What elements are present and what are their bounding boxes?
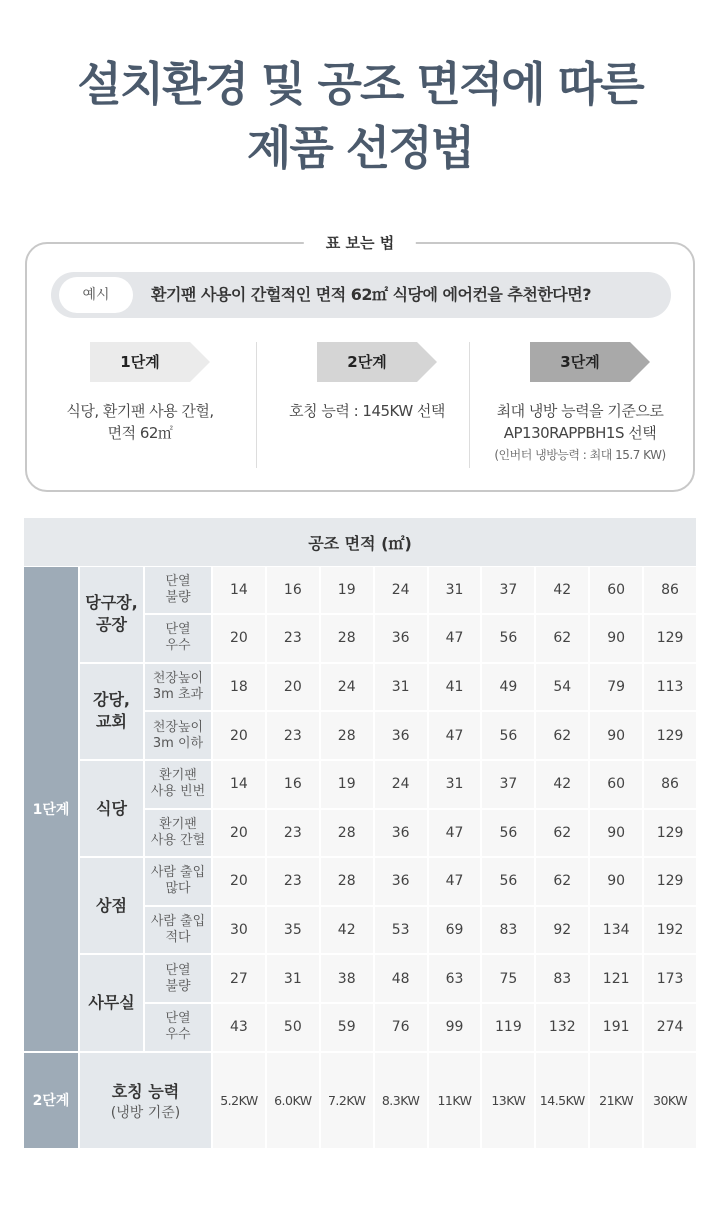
area-cell: 69 [429,907,481,954]
area-cell: 47 [429,615,481,662]
area-cell: 129 [644,712,696,759]
condition-label: 단열 우수 [145,1004,211,1051]
example-question: 환기팬 사용이 간헐적인 면적 62㎡ 식당에 에어컨을 추천한다면? [151,285,591,304]
area-cell: 134 [590,907,642,954]
condition-label: 단열 불량 [145,955,211,1002]
condition-label: 단열 불량 [145,567,211,614]
step-2 [262,342,472,422]
step-description [475,400,685,466]
area-cell: 36 [375,810,427,857]
area-cell: 27 [213,955,265,1002]
area-cell: 121 [590,955,642,1002]
area-cell: 35 [267,907,319,954]
example-label: 예시 [59,277,133,313]
area-cell: 36 [375,712,427,759]
area-cell: 56 [482,712,534,759]
area-cell: 37 [482,761,534,808]
area-cell: 14 [213,761,265,808]
area-cell: 16 [267,567,319,614]
condition-label: 천장높이 3m 초과 [145,664,211,711]
area-cell: 42 [321,907,373,954]
capacity-cell: 6.0KW [267,1053,319,1148]
area-cell: 49 [482,664,534,711]
area-cell: 50 [267,1004,319,1051]
step-label: 3단계 [530,342,630,382]
area-cell: 129 [644,810,696,857]
capacity-cell: 8.3KW [375,1053,427,1148]
step-line: 최대 냉방 능력을 기준으로 [496,402,664,420]
step-description [35,400,245,444]
category-label: 당구장, 공장 [80,567,143,662]
area-cell: 19 [321,567,373,614]
area-cell: 47 [429,858,481,905]
area-cell: 90 [590,615,642,662]
area-cell: 274 [644,1004,696,1051]
area-cell: 19 [321,761,373,808]
area-cell: 99 [429,1004,481,1051]
area-cell: 16 [267,761,319,808]
area-cell: 192 [644,907,696,954]
stage-2-label: 2단계 [24,1053,78,1148]
area-cell: 28 [321,712,373,759]
category-label: 사무실 [80,955,143,1050]
area-cell: 86 [644,761,696,808]
area-cell: 23 [267,615,319,662]
example-bar [51,272,671,318]
area-cell: 90 [590,810,642,857]
area-cell: 86 [644,567,696,614]
area-cell: 90 [590,712,642,759]
divider [256,342,257,468]
area-cell: 129 [644,615,696,662]
step-label: 2단계 [317,342,417,382]
step-line: 면적 62㎡ [107,424,173,442]
capacity-cell: 30KW [644,1053,696,1148]
page-title [0,52,720,180]
table-guide-box [25,234,695,492]
area-cell: 53 [375,907,427,954]
step-line: 호칭 능력 : 145KW 선택 [289,402,445,420]
area-cell: 119 [482,1004,534,1051]
category-label: 식당 [80,761,143,856]
capacity-subtitle: (냉방 기준) [110,1104,181,1121]
area-cell: 20 [213,615,265,662]
area-cell: 62 [536,615,588,662]
area-cell: 31 [267,955,319,1002]
condition-label: 단열 우수 [145,615,211,662]
area-cell: 56 [482,810,534,857]
area-cell: 28 [321,858,373,905]
guide-title: 표 보는 법 [304,232,416,253]
area-cell: 47 [429,712,481,759]
selection-table [24,518,696,1148]
area-cell: 42 [536,567,588,614]
area-cell: 14 [213,567,265,614]
capacity-label [80,1053,211,1148]
condition-label: 사람 출입 많다 [145,858,211,905]
area-cell: 36 [375,615,427,662]
area-cell: 23 [267,712,319,759]
area-cell: 129 [644,858,696,905]
area-cell: 90 [590,858,642,905]
area-cell: 20 [213,712,265,759]
area-cell: 54 [536,664,588,711]
capacity-cell: 5.2KW [213,1053,265,1148]
step-note: (인버터 냉방능력 : 최대 15.7 KW) [494,448,666,462]
area-cell: 47 [429,810,481,857]
capacity-cell: 21KW [590,1053,642,1148]
area-cell: 75 [482,955,534,1002]
area-cell: 24 [321,664,373,711]
area-cell: 62 [536,858,588,905]
area-cell: 23 [267,810,319,857]
condition-label: 환기팬 사용 간헐 [145,810,211,857]
area-cell: 48 [375,955,427,1002]
capacity-cell: 7.2KW [321,1053,373,1148]
area-cell: 76 [375,1004,427,1051]
step-1 [35,342,245,444]
area-cell: 24 [375,567,427,614]
condition-label: 사람 출입 적다 [145,907,211,954]
area-cell: 41 [429,664,481,711]
area-cell: 20 [213,858,265,905]
area-cell: 62 [536,712,588,759]
area-cell: 56 [482,615,534,662]
area-cell: 20 [267,664,319,711]
area-cell: 42 [536,761,588,808]
area-cell: 36 [375,858,427,905]
step-label: 1단계 [90,342,190,382]
area-cell: 28 [321,615,373,662]
capacity-cell: 13KW [482,1053,534,1148]
condition-label: 환기팬 사용 빈번 [145,761,211,808]
area-cell: 79 [590,664,642,711]
category-label: 상점 [80,858,143,953]
area-cell: 31 [375,664,427,711]
area-cell: 38 [321,955,373,1002]
title-line: 제품 선정법 [246,121,474,175]
condition-label: 천장높이 3m 이하 [145,712,211,759]
area-cell: 28 [321,810,373,857]
stage-1-label: 1단계 [24,567,78,1051]
area-cell: 63 [429,955,481,1002]
capacity-cell: 11KW [429,1053,481,1148]
step-3 [475,342,685,466]
area-cell: 113 [644,664,696,711]
area-cell: 43 [213,1004,265,1051]
area-cell: 31 [429,761,481,808]
area-cell: 59 [321,1004,373,1051]
area-cell: 83 [482,907,534,954]
area-cell: 18 [213,664,265,711]
area-cell: 20 [213,810,265,857]
area-cell: 191 [590,1004,642,1051]
area-cell: 92 [536,907,588,954]
area-cell: 62 [536,810,588,857]
step-description [262,400,472,422]
area-cell: 83 [536,955,588,1002]
area-cell: 30 [213,907,265,954]
capacity-title: 호칭 능력 [111,1081,180,1101]
area-cell: 60 [590,761,642,808]
area-cell: 132 [536,1004,588,1051]
capacity-cell: 14.5KW [536,1053,588,1148]
category-label: 강당, 교회 [80,664,143,759]
title-line: 설치환경 및 공조 면적에 따른 [77,57,643,111]
area-cell: 37 [482,567,534,614]
step-line: AP130RAPPBH1S 선택 [503,424,657,442]
area-cell: 60 [590,567,642,614]
area-cell: 23 [267,858,319,905]
table-header: 공조 면적 (㎡) [24,518,696,566]
area-cell: 24 [375,761,427,808]
step-line: 식당, 환기팬 사용 간헐, [66,402,214,420]
divider [469,342,470,468]
area-cell: 173 [644,955,696,1002]
area-cell: 56 [482,858,534,905]
area-cell: 31 [429,567,481,614]
